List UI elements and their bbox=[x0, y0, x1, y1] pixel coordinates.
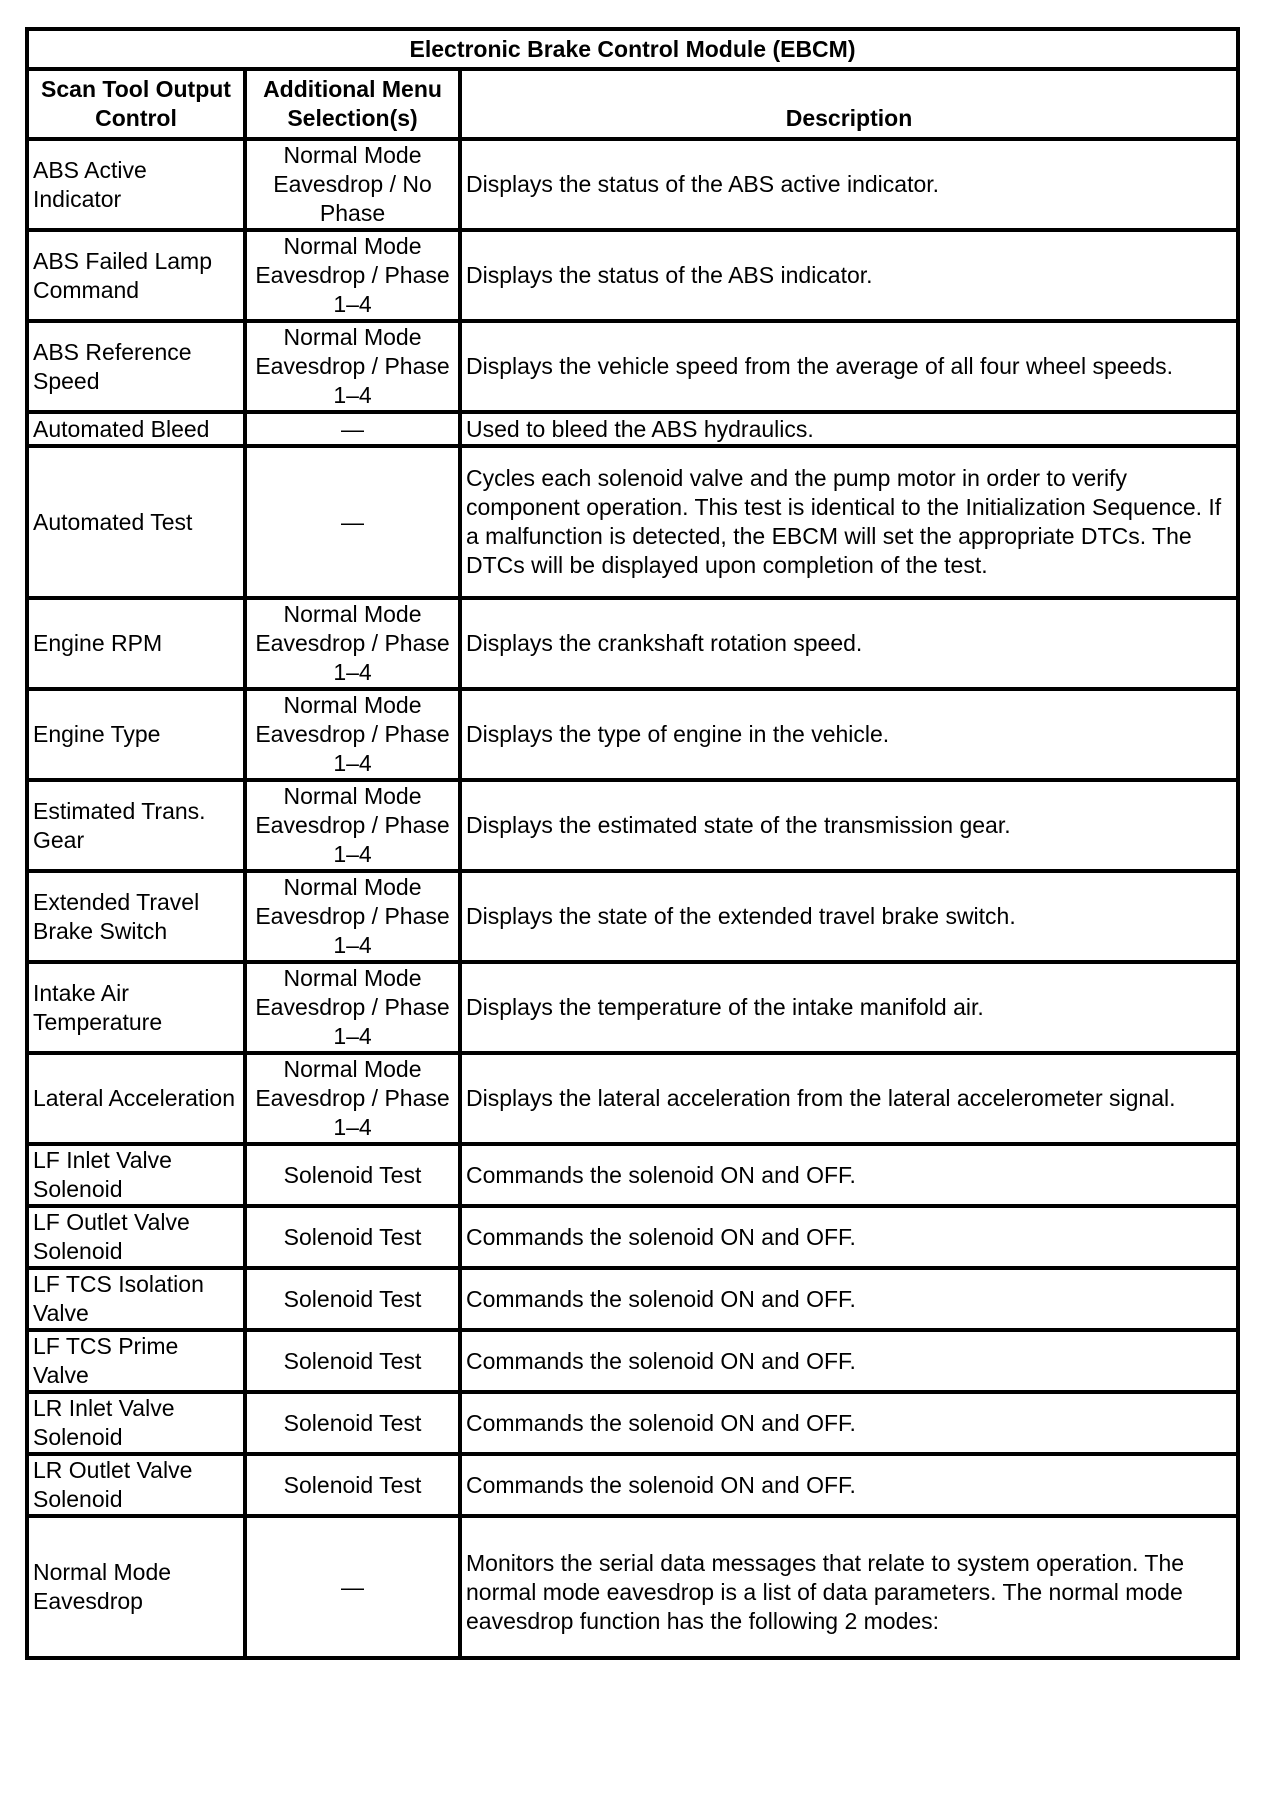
control-cell: ABS Active Indicator bbox=[27, 139, 245, 230]
description-cell: Displays the lateral acceleration from the lateral accelerometer signal. bbox=[460, 1053, 1238, 1144]
description-cell: Cycles each solenoid valve and the pump motor in order to verify component operation. This test is identical to the Initialization Sequence. If a malfunction is detected, the EBCM will set the appropriate DTCs. The DTCs will be displayed upon completion of the test. bbox=[460, 446, 1238, 598]
description-cell: Commands the solenoid ON and OFF. bbox=[460, 1454, 1238, 1516]
description-cell: Commands the solenoid ON and OFF. bbox=[460, 1392, 1238, 1454]
control-cell: Lateral Acceleration bbox=[27, 1053, 245, 1144]
menu-cell: Normal Mode Eavesdrop / No Phase bbox=[245, 139, 460, 230]
description-cell: Displays the type of engine in the vehicle. bbox=[460, 689, 1238, 780]
table-row bbox=[27, 446, 1238, 598]
control-cell: LF Inlet Valve Solenoid bbox=[27, 1144, 245, 1206]
control-cell: Extended Travel Brake Switch bbox=[27, 871, 245, 962]
table-title-row bbox=[27, 29, 1238, 69]
description-cell: Monitors the serial data messages that relate to system operation. The normal mode eavesdrop is a list of data parameters. The normal mode eavesdrop function has the following 2 modes: bbox=[460, 1516, 1238, 1658]
menu-cell: Solenoid Test bbox=[245, 1392, 460, 1454]
header-additional-menu-selections: Additional Menu Selection(s) bbox=[245, 69, 460, 139]
control-cell: Normal Mode Eavesdrop bbox=[27, 1516, 245, 1658]
menu-cell: Solenoid Test bbox=[245, 1144, 460, 1206]
table-row bbox=[27, 962, 1238, 1053]
table-row bbox=[27, 230, 1238, 321]
menu-cell: — bbox=[245, 412, 460, 446]
table-row bbox=[27, 598, 1238, 689]
menu-cell: Normal Mode Eavesdrop / Phase 1–4 bbox=[245, 1053, 460, 1144]
table-row bbox=[27, 1454, 1238, 1516]
description-cell: Commands the solenoid ON and OFF. bbox=[460, 1144, 1238, 1206]
header-description: Description bbox=[460, 69, 1238, 139]
menu-cell: Normal Mode Eavesdrop / Phase 1–4 bbox=[245, 689, 460, 780]
control-cell: ABS Failed Lamp Command bbox=[27, 230, 245, 321]
menu-cell: Normal Mode Eavesdrop / Phase 1–4 bbox=[245, 321, 460, 412]
table-row bbox=[27, 139, 1238, 230]
control-cell: LR Inlet Valve Solenoid bbox=[27, 1392, 245, 1454]
table-row bbox=[27, 689, 1238, 780]
description-cell: Commands the solenoid ON and OFF. bbox=[460, 1330, 1238, 1392]
description-cell: Used to bleed the ABS hydraulics. bbox=[460, 412, 1238, 446]
description-cell: Displays the temperature of the intake manifold air. bbox=[460, 962, 1238, 1053]
ebcm-table bbox=[25, 27, 1240, 1660]
control-cell: Automated Test bbox=[27, 446, 245, 598]
description-cell: Displays the status of the ABS active indicator. bbox=[460, 139, 1238, 230]
menu-cell: Normal Mode Eavesdrop / Phase 1–4 bbox=[245, 962, 460, 1053]
menu-cell: Solenoid Test bbox=[245, 1330, 460, 1392]
table-row bbox=[27, 1268, 1238, 1330]
control-cell: Automated Bleed bbox=[27, 412, 245, 446]
table-row bbox=[27, 321, 1238, 412]
menu-cell: Solenoid Test bbox=[245, 1454, 460, 1516]
table-row bbox=[27, 1053, 1238, 1144]
description-cell: Displays the estimated state of the transmission gear. bbox=[460, 780, 1238, 871]
control-cell: Engine Type bbox=[27, 689, 245, 780]
description-cell: Commands the solenoid ON and OFF. bbox=[460, 1268, 1238, 1330]
table-row bbox=[27, 1516, 1238, 1658]
table-row bbox=[27, 780, 1238, 871]
table-row bbox=[27, 412, 1238, 446]
description-cell: Displays the vehicle speed from the average of all four wheel speeds. bbox=[460, 321, 1238, 412]
table-title: Electronic Brake Control Module (EBCM) bbox=[27, 29, 1238, 69]
menu-cell: Normal Mode Eavesdrop / Phase 1–4 bbox=[245, 230, 460, 321]
control-cell: LF TCS Isolation Valve bbox=[27, 1268, 245, 1330]
description-cell: Displays the state of the extended travel brake switch. bbox=[460, 871, 1238, 962]
control-cell: ABS Reference Speed bbox=[27, 321, 245, 412]
control-cell: LF TCS Prime Valve bbox=[27, 1330, 245, 1392]
menu-cell: Normal Mode Eavesdrop / Phase 1–4 bbox=[245, 871, 460, 962]
control-cell: Engine RPM bbox=[27, 598, 245, 689]
description-cell: Displays the crankshaft rotation speed. bbox=[460, 598, 1238, 689]
menu-cell: Normal Mode Eavesdrop / Phase 1–4 bbox=[245, 780, 460, 871]
table-row bbox=[27, 1144, 1238, 1206]
menu-cell: — bbox=[245, 446, 460, 598]
menu-cell: Normal Mode Eavesdrop / Phase 1–4 bbox=[245, 598, 460, 689]
table-header-row bbox=[27, 69, 1238, 139]
control-cell: LF Outlet Valve Solenoid bbox=[27, 1206, 245, 1268]
control-cell: LR Outlet Valve Solenoid bbox=[27, 1454, 245, 1516]
table-row bbox=[27, 871, 1238, 962]
menu-cell: Solenoid Test bbox=[245, 1206, 460, 1268]
menu-cell: Solenoid Test bbox=[245, 1268, 460, 1330]
control-cell: Estimated Trans. Gear bbox=[27, 780, 245, 871]
table-row bbox=[27, 1330, 1238, 1392]
description-cell: Displays the status of the ABS indicator. bbox=[460, 230, 1238, 321]
menu-cell: — bbox=[245, 1516, 460, 1658]
table-row bbox=[27, 1392, 1238, 1454]
description-cell: Commands the solenoid ON and OFF. bbox=[460, 1206, 1238, 1268]
table-row bbox=[27, 1206, 1238, 1268]
header-scan-tool-output-control: Scan Tool Output Control bbox=[27, 69, 245, 139]
control-cell: Intake Air Temperature bbox=[27, 962, 245, 1053]
